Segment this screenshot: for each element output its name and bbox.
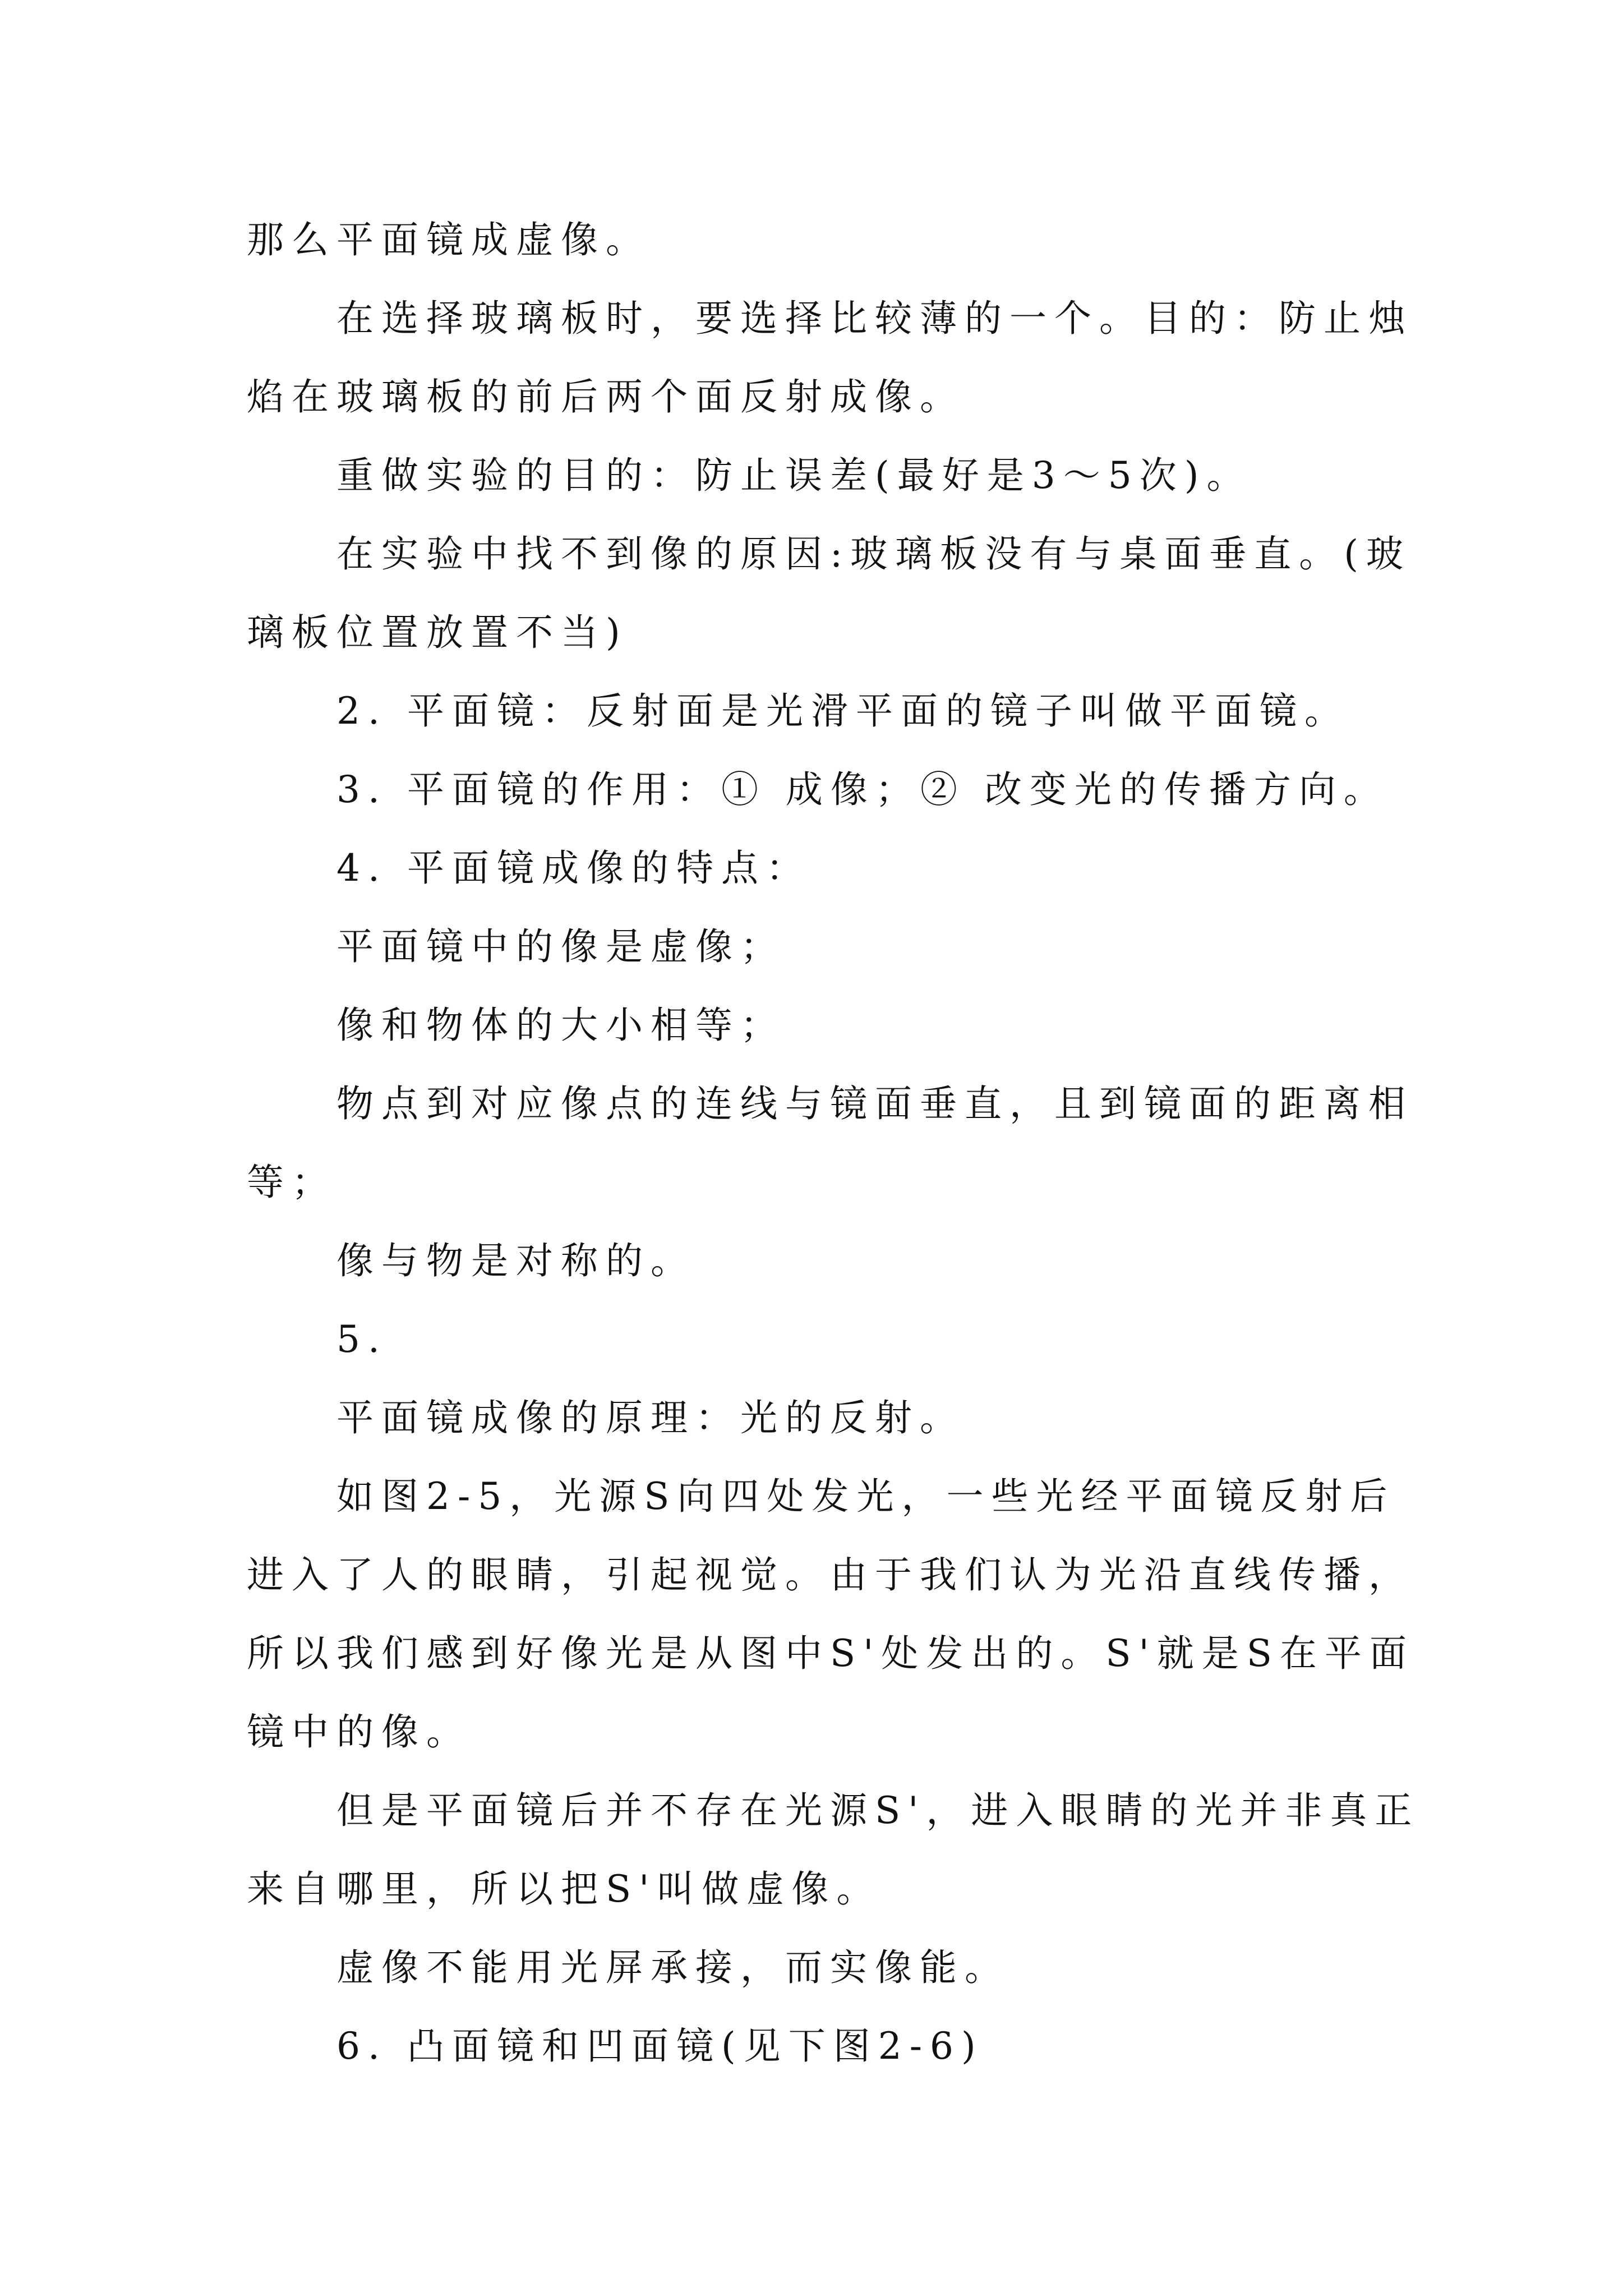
text-line: 所以我们感到好像光是从图中S'处发出的。S'就是S在平面 [247, 1632, 1414, 1675]
text-line: 重做实验的目的：防止误差(最好是3～5次)。 [336, 454, 1252, 497]
text-line: 等； [247, 1161, 336, 1204]
text-line: 进入了人的眼睛，引起视觉。由于我们认为光沿直线传播， [247, 1553, 1413, 1596]
text-line: 璃板位置放置不当) [247, 611, 628, 654]
text-line: 虚像不能用光屏承接，而实像能。 [336, 1946, 1009, 1989]
text-line: 平面镜成像的原理：光的反射。 [336, 1396, 965, 1439]
text-line: 5. [336, 1318, 388, 1361]
text-line: 那么平面镜成虚像。 [247, 218, 651, 261]
text-line: 像与物是对称的。 [336, 1239, 695, 1282]
text-line: 来自哪里，所以把S'叫做虚像。 [247, 1867, 882, 1911]
text-line: 平面镜中的像是虚像； [336, 925, 785, 968]
text-line: 镜中的像。 [247, 1710, 471, 1754]
text-line: 物点到对应像点的连线与镜面垂直，且到镜面的距离相 [336, 1082, 1413, 1125]
text-line: 如图2-5，光源S向四处发光，一些光经平面镜反射后 [336, 1475, 1395, 1518]
text-line: 在选择玻璃板时，要选择比较薄的一个。目的：防止烛 [336, 297, 1413, 340]
text-line: 2. 平面镜：反射面是光滑平面的镜子叫做平面镜。 [336, 689, 1349, 733]
text-line: 6. 凸面镜和凹面镜(见下图2-6) [336, 2024, 984, 2068]
text-line: 但是平面镜后并不存在光源S'，进入眼睛的光并非真正 [336, 1789, 1420, 1832]
text-line: 焰在玻璃板的前后两个面反射成像。 [247, 375, 965, 418]
text-line: 4. 平面镜成像的特点： [336, 846, 811, 890]
text-line: 3. 平面镜的作用：① 成像；② 改变光的传播方向。 [336, 768, 1389, 811]
text-line: 在实验中找不到像的原因:玻璃板没有与桌面垂直。(玻 [336, 532, 1411, 576]
text-line: 像和物体的大小相等； [336, 1004, 785, 1047]
